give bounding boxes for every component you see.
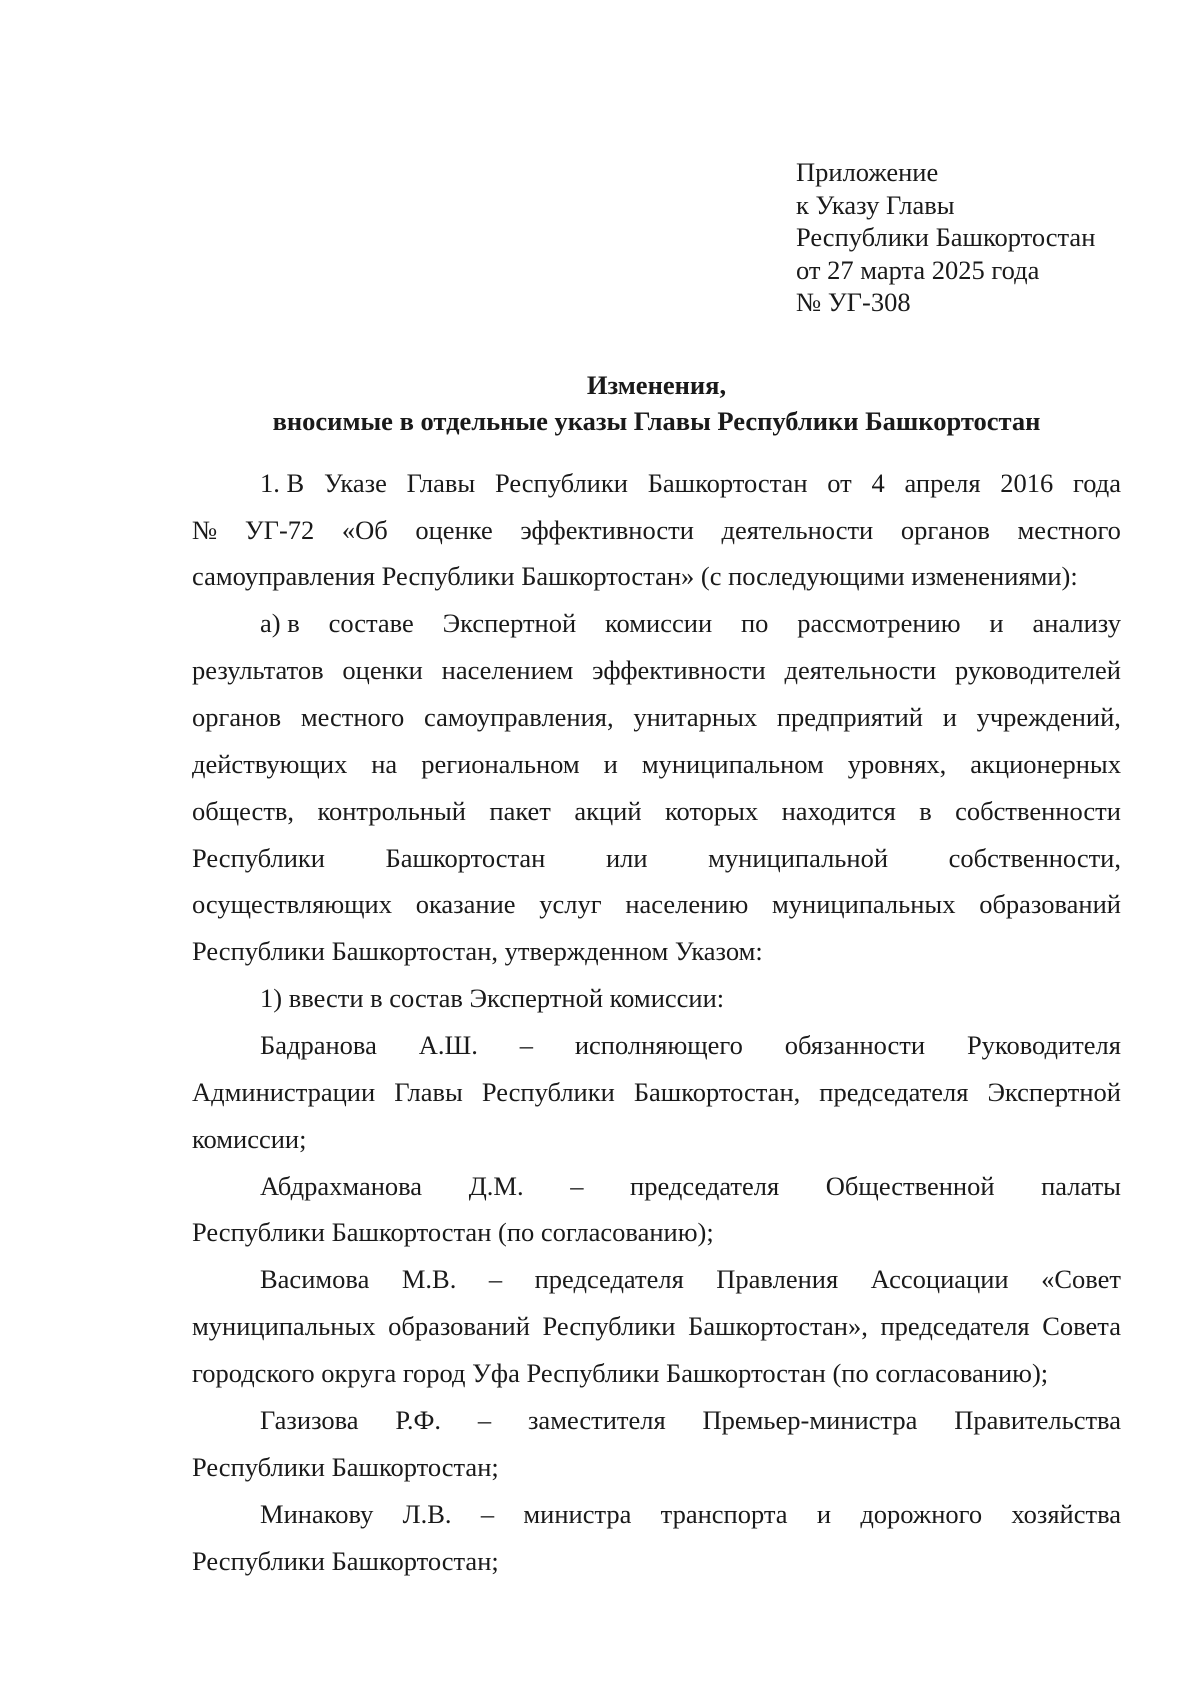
- text-word: Башкортостан: [647, 468, 808, 498]
- text-line: [192, 1450, 1121, 1484]
- text-word: –: [480, 1499, 495, 1529]
- text-word: Д.М.: [468, 1171, 524, 1201]
- text-line: [192, 1309, 1121, 1343]
- text-word: –: [477, 1405, 492, 1435]
- text-word: Правления: [716, 1264, 839, 1294]
- text-word: Абдрахманова: [260, 1171, 423, 1201]
- text-word: муниципальной: [708, 843, 889, 873]
- text-word: М.В.: [401, 1264, 457, 1294]
- text-line: [192, 794, 1121, 828]
- text-line: [192, 934, 1121, 968]
- text-word: унитарных: [633, 702, 758, 732]
- text-word: хозяйства: [1011, 1499, 1121, 1529]
- text-word: муниципальном: [641, 749, 824, 779]
- text-word: органов: [192, 702, 282, 732]
- text-line: [192, 700, 1121, 734]
- text-word: и: [942, 702, 957, 732]
- text-line: [192, 1356, 1121, 1390]
- text-word: №: [192, 515, 218, 545]
- text-word: 1) ввести в состав Экспертной комиссии:: [260, 983, 725, 1013]
- text-line: [192, 841, 1121, 875]
- text-word: Администрации: [192, 1077, 376, 1107]
- text-word: находится: [781, 796, 896, 826]
- text-word: предприятий: [776, 702, 923, 732]
- text-word: Минакову: [260, 1499, 374, 1529]
- text-word: контрольный: [317, 796, 466, 826]
- appendix-line: Приложение: [796, 157, 939, 187]
- text-word: оценки: [342, 655, 423, 685]
- text-line: [260, 1497, 1121, 1531]
- text-word: Главы: [406, 468, 476, 498]
- text-word: образований: [388, 1311, 530, 1341]
- text-word: председателя: [630, 1171, 780, 1201]
- appendix-line: к Указу Главы: [796, 189, 955, 220]
- text-word: на: [371, 749, 398, 779]
- text-word: и: [816, 1499, 832, 1529]
- text-line: [192, 1122, 1121, 1156]
- text-word: региональном: [421, 749, 580, 779]
- appendix-line: Республики Башкортостан: [796, 222, 1096, 252]
- text-word: руководителей: [955, 655, 1121, 685]
- text-word: Республики: [542, 1311, 676, 1341]
- text-word: Руководителя: [966, 1030, 1121, 1060]
- text-word: 4: [871, 468, 885, 498]
- text-word: результатов: [192, 655, 324, 685]
- text-word: министра: [523, 1499, 632, 1529]
- text-word: комиссии: [605, 608, 713, 638]
- text-word: Республики: [494, 468, 628, 498]
- text-line: [260, 1403, 1121, 1437]
- text-word: Республики: [192, 843, 325, 873]
- text-word: анализу: [1032, 608, 1121, 638]
- text-word: А.Ш.: [418, 1030, 478, 1060]
- text-word: Республики Башкортостан, утвержденном Указом:: [192, 936, 763, 966]
- text-word: действующих: [192, 749, 348, 779]
- text-word: муниципальных: [192, 1311, 376, 1341]
- text-word: осуществляющих: [192, 889, 392, 919]
- text-line: [192, 747, 1121, 781]
- text-word: Башкортостан,: [633, 1077, 801, 1107]
- text-word: образований: [979, 889, 1121, 919]
- text-word: года: [1073, 468, 1121, 498]
- text-word: Ассоциации: [870, 1264, 1009, 1294]
- text-word: и: [603, 749, 618, 779]
- text-word: Республики Башкортостан (по согласованию);: [192, 1217, 714, 1247]
- text-word: Башкортостан»,: [688, 1311, 868, 1341]
- text-line: [260, 606, 1121, 640]
- text-word: комиссии;: [192, 1124, 307, 1154]
- text-line: [192, 1215, 1121, 1249]
- text-word: исполняющего: [574, 1030, 743, 1060]
- text-line: [260, 981, 1121, 1015]
- text-line: [192, 559, 1121, 593]
- text-word: Республики: [481, 1077, 615, 1107]
- text-word: муниципальных: [772, 889, 956, 919]
- text-word: эффективности: [592, 655, 766, 685]
- text-word: Общественной: [825, 1171, 995, 1201]
- text-word: оказание: [415, 889, 516, 919]
- text-word: собственности: [955, 796, 1121, 826]
- text-word: Главы: [394, 1077, 463, 1107]
- text-word: Газизова: [260, 1405, 359, 1435]
- text-word: которых: [664, 796, 759, 826]
- text-word: «Об: [341, 515, 388, 545]
- document-title: Изменения,: [586, 370, 727, 400]
- text-word: Л.В.: [402, 1499, 452, 1529]
- text-word: от: [827, 468, 852, 498]
- text-word: обществ,: [192, 796, 295, 826]
- text-word: городского округа город Уфа Республики Башкортостан (по согласованию);: [192, 1358, 1049, 1388]
- text-line: [260, 1262, 1121, 1296]
- text-word: председателя: [534, 1264, 684, 1294]
- text-word: деятельности: [784, 655, 937, 685]
- text-word: Экспертной: [442, 608, 577, 638]
- text-word: «Совет: [1041, 1264, 1121, 1294]
- text-word: Экспертной: [987, 1077, 1121, 1107]
- text-word: транспорта: [660, 1499, 788, 1529]
- text-word: заместителя: [527, 1405, 666, 1435]
- text-word: составе: [328, 608, 414, 638]
- text-word: 1. В: [260, 468, 305, 498]
- text-word: а) в: [260, 608, 300, 638]
- appendix-line: от 27 марта 2025 года: [796, 254, 1040, 285]
- text-word: населению: [625, 889, 749, 919]
- appendix-header: [796, 156, 1095, 319]
- text-word: самоуправления Республики Башкортостан» (с последующими изменениями):: [192, 561, 1078, 591]
- appendix-line: № УГ-308: [796, 287, 911, 317]
- text-word: в: [919, 796, 932, 826]
- text-word: Республики Башкортостан;: [192, 1546, 499, 1576]
- text-word: дорожного: [860, 1499, 983, 1529]
- text-word: населением: [441, 655, 574, 685]
- text-word: по: [740, 608, 769, 638]
- text-word: пакет: [489, 796, 551, 826]
- text-word: или: [605, 843, 648, 873]
- text-word: уровнях,: [847, 749, 947, 779]
- text-word: –: [570, 1171, 584, 1201]
- text-word: акций: [574, 796, 642, 826]
- text-line: [192, 653, 1121, 687]
- text-line: [260, 1028, 1121, 1062]
- text-word: Указе: [323, 468, 387, 498]
- text-line: [192, 1544, 1121, 1578]
- text-word: органов: [900, 515, 990, 545]
- text-word: и: [989, 608, 1004, 638]
- text-word: Р.Ф.: [395, 1405, 442, 1435]
- text-word: Совета: [1042, 1311, 1121, 1341]
- text-line: [192, 513, 1121, 547]
- document-subtitle: вносимые в отдельные указы Главы Республики Башкортостан: [272, 406, 1041, 436]
- text-line: [192, 1075, 1121, 1109]
- text-word: 2016: [1000, 468, 1054, 498]
- text-word: учреждений,: [976, 702, 1121, 732]
- text-word: Бадранова: [260, 1030, 377, 1060]
- text-word: УГ-72: [244, 515, 315, 545]
- text-word: местного: [300, 702, 405, 732]
- text-word: палаты: [1041, 1171, 1121, 1201]
- text-word: обязанности: [784, 1030, 926, 1060]
- text-word: Васимова: [260, 1264, 370, 1294]
- text-word: председателя: [880, 1311, 1030, 1341]
- text-word: председателя: [819, 1077, 969, 1107]
- text-line: [260, 1169, 1121, 1203]
- text-word: эффективности: [520, 515, 694, 545]
- text-word: оценке: [415, 515, 493, 545]
- text-word: рассмотрению: [797, 608, 961, 638]
- text-word: местного: [1017, 515, 1121, 545]
- text-word: –: [488, 1264, 503, 1294]
- text-line: [260, 466, 1121, 500]
- text-word: самоуправления,: [423, 702, 614, 732]
- text-word: собственности,: [948, 843, 1121, 873]
- text-word: Правительства: [954, 1405, 1121, 1435]
- text-word: акционерных: [970, 749, 1121, 779]
- text-word: деятельности: [721, 515, 874, 545]
- text-word: Республики Башкортостан;: [192, 1452, 499, 1482]
- text-word: апреля: [904, 468, 981, 498]
- text-word: –: [519, 1030, 533, 1060]
- text-line: [192, 887, 1121, 921]
- text-word: Премьер-министра: [702, 1405, 918, 1435]
- text-word: Башкортостан: [385, 843, 546, 873]
- text-word: услуг: [539, 889, 602, 919]
